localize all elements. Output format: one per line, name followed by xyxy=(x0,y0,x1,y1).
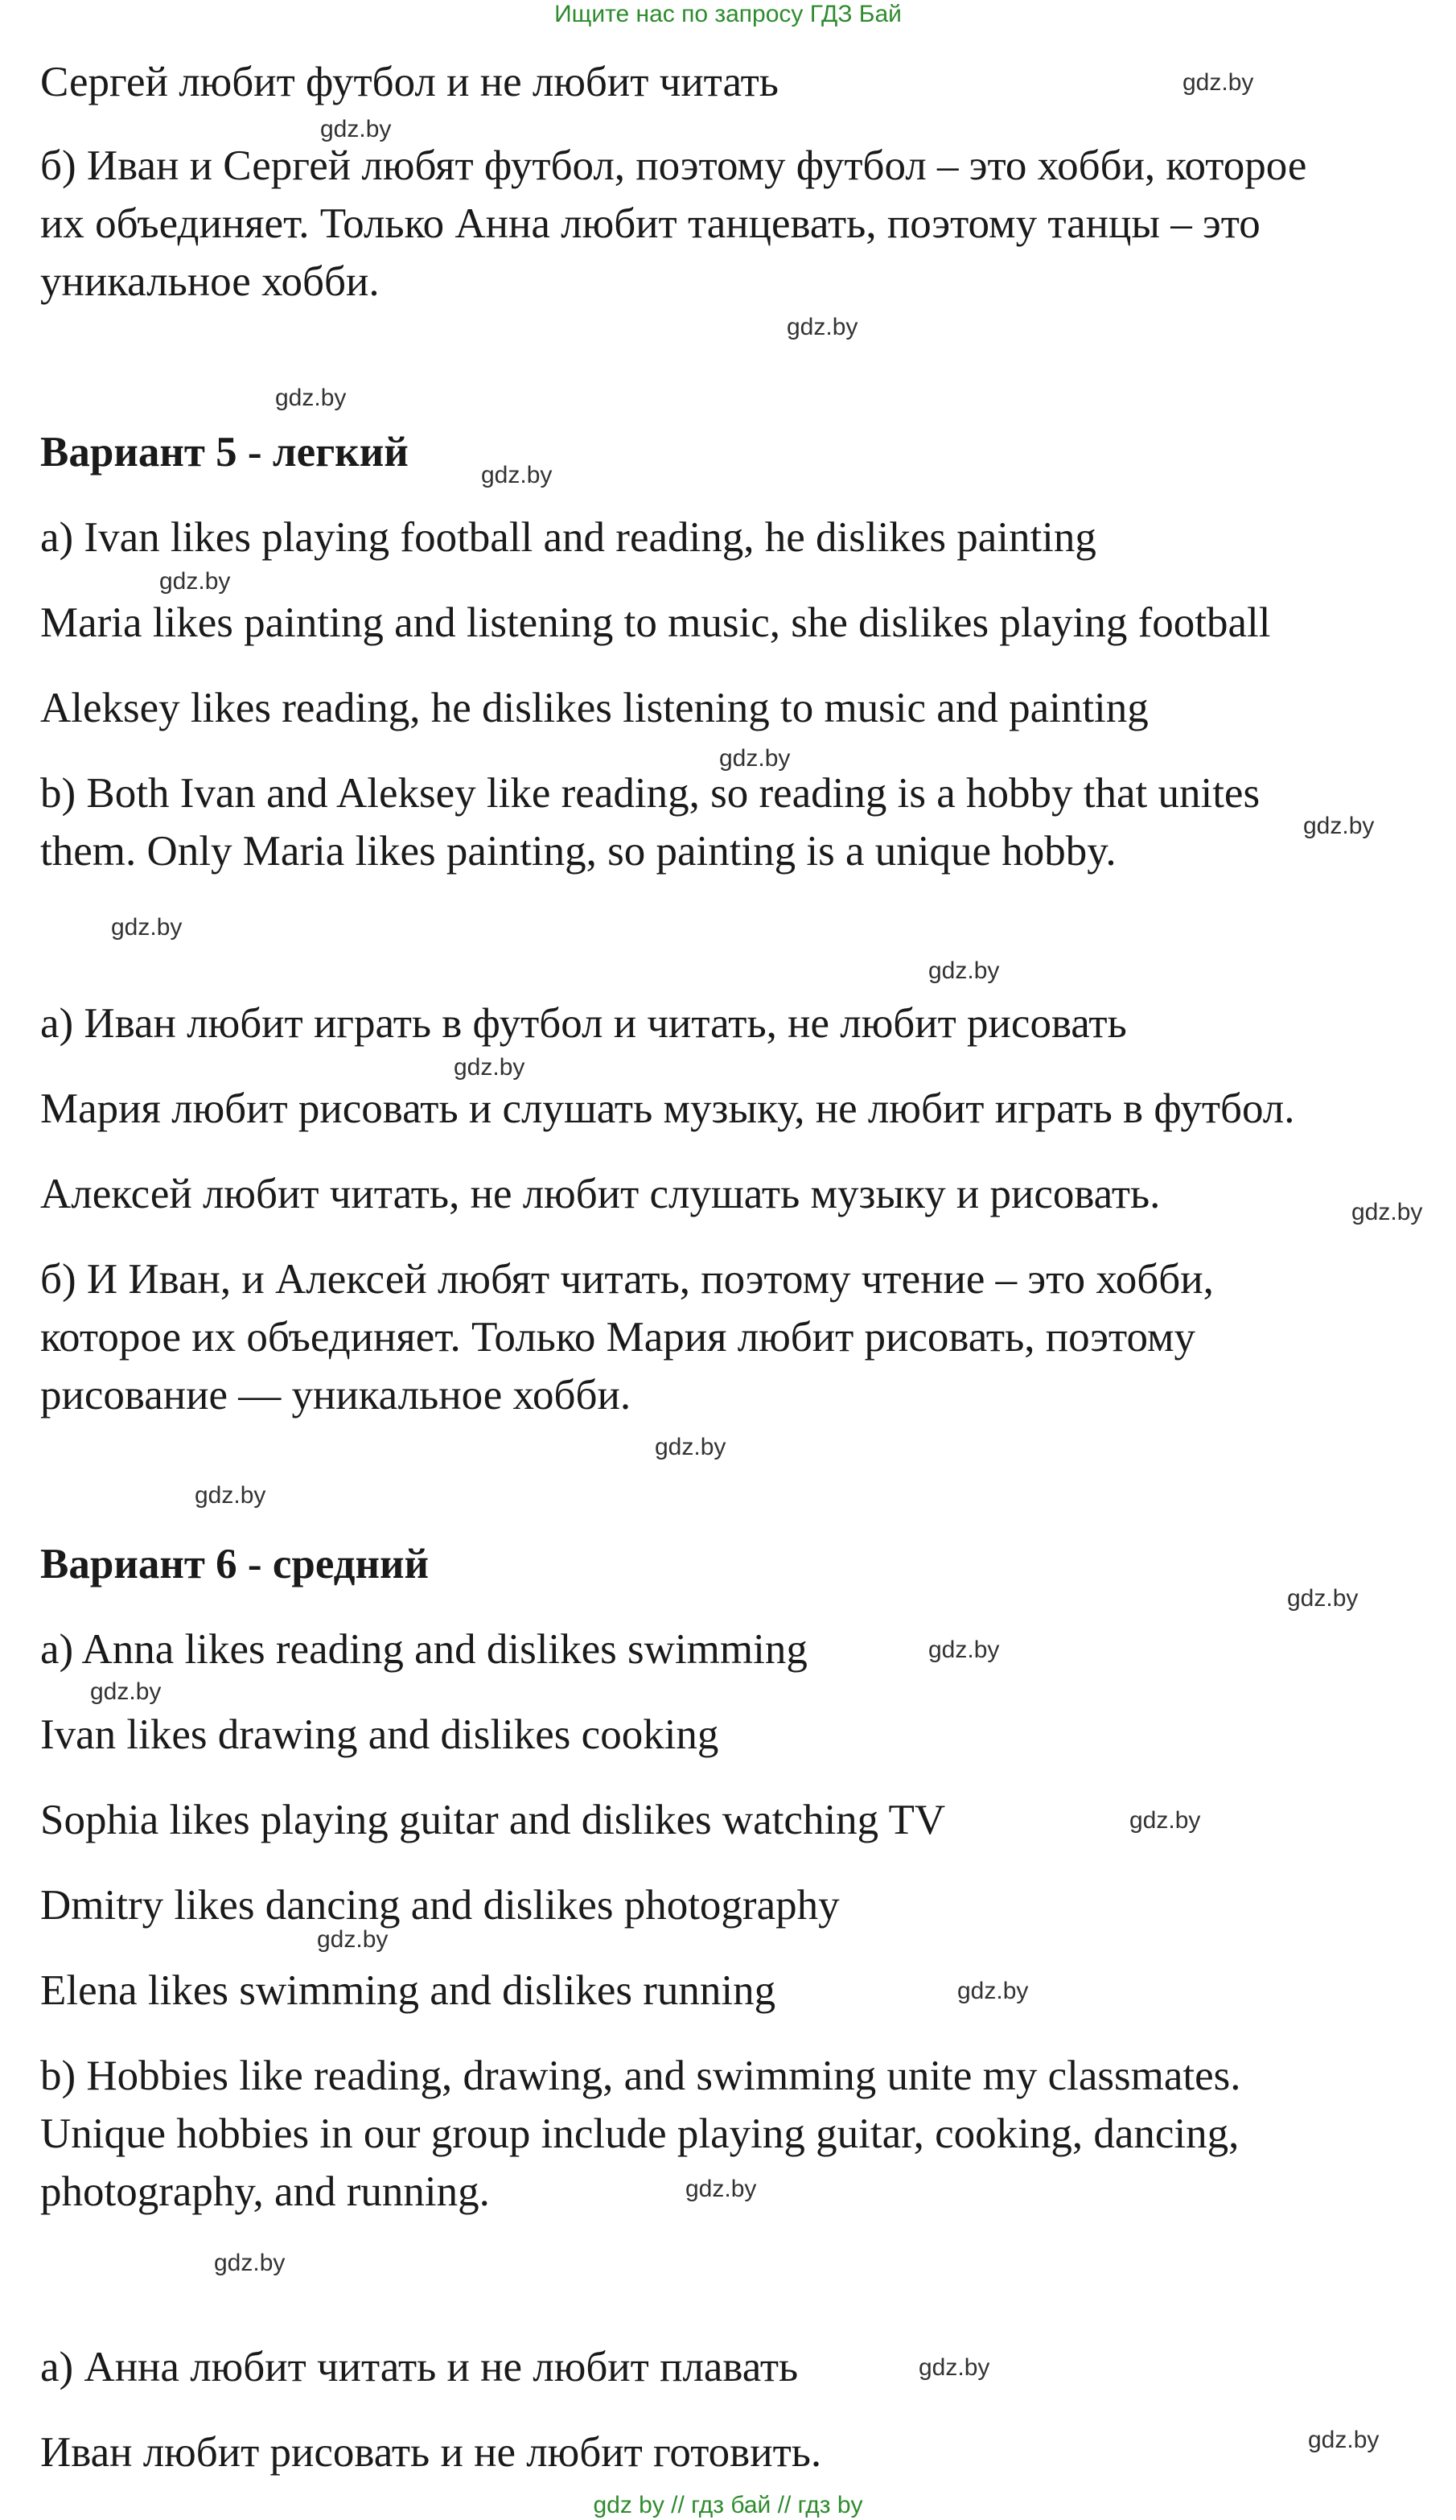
watermark: gdz.by xyxy=(919,2354,990,2381)
v5-en-b-line2: them. Only Maria likes painting, so painting is a unique hobby. xyxy=(40,828,1117,875)
watermark: gdz.by xyxy=(159,568,231,595)
text-line-b2: их объединяет. Только Анна любит танцевать, поэтому танцы – это xyxy=(40,200,1261,247)
v6-en-a-anna: a) Anna likes reading and dislikes swimming xyxy=(40,1626,808,1673)
watermark: gdz.by xyxy=(928,957,1000,984)
watermark: gdz.by xyxy=(928,1637,1000,1663)
variant6-heading: Вариант 6 - средний xyxy=(40,1541,430,1587)
v5-ru-a-ivan: а) Иван любит играть в футбол и читать, не любит рисовать xyxy=(40,1000,1127,1047)
v6-en-elena: Elena likes swimming and dislikes running xyxy=(40,1967,776,2014)
text-line-b3: уникальное хобби. xyxy=(40,258,380,305)
v6-ru-a-anna: а) Анна любит читать и не любит плавать xyxy=(40,2344,799,2390)
v6-ru-ivan: Иван любит рисовать и не любит готовить. xyxy=(40,2429,822,2476)
watermark: gdz.by xyxy=(195,1482,266,1509)
v5-ru-b-line2: которое их объединяет. Только Мария любит рисовать, поэтому xyxy=(40,1314,1195,1361)
v6-en-ivan: Ivan likes drawing and dislikes cooking xyxy=(40,1711,719,1758)
watermark: gdz.by xyxy=(1182,69,1254,96)
v6-en-dmitry: Dmitry likes dancing and dislikes photography xyxy=(40,1882,840,1929)
v6-en-b-line3: photography, and running. xyxy=(40,2168,490,2215)
watermark: gdz.by xyxy=(320,116,392,142)
v5-ru-b-line3: рисование — уникальное хобби. xyxy=(40,1372,631,1419)
top-banner[interactable]: Ищите нас по запросу ГДЗ Бай xyxy=(554,1,902,27)
v5-en-maria: Maria likes painting and listening to music, she dislikes playing football xyxy=(40,599,1271,646)
watermark: gdz.by xyxy=(1351,1199,1423,1225)
watermark: gdz.by xyxy=(719,745,791,772)
watermark: gdz.by xyxy=(275,385,347,411)
text-line-sergey: Сергей любит футбол и не любит читать xyxy=(40,59,779,105)
v5-ru-aleksey: Алексей любит читать, не любит слушать музыку и рисовать. xyxy=(40,1171,1161,1217)
v5-en-a-ivan: a) Ivan likes playing football and reading, he dislikes painting xyxy=(40,514,1096,561)
variant5-heading: Вариант 5 - легкий xyxy=(40,429,409,476)
watermark: gdz.by xyxy=(111,914,183,941)
v5-ru-maria: Мария любит рисовать и слушать музыку, не любит играть в футбол. xyxy=(40,1085,1295,1132)
text-line-b1: б) Иван и Сергей любят футбол, поэтому футбол – это хобби, которое xyxy=(40,142,1307,189)
v6-en-b-line2: Unique hobbies in our group include playing guitar, cooking, dancing, xyxy=(40,2110,1240,2157)
v5-en-b-line1: b) Both Ivan and Aleksey like reading, so reading is a hobby that unites xyxy=(40,770,1261,817)
watermark: gdz.by xyxy=(685,2176,757,2202)
watermark: gdz.by xyxy=(214,2250,286,2276)
watermark: gdz.by xyxy=(787,314,858,340)
watermark: gdz.by xyxy=(317,1926,389,1953)
watermark: gdz.by xyxy=(957,1978,1029,2004)
watermark: gdz.by xyxy=(1303,813,1375,839)
v5-ru-b-line1: б) И Иван, и Алексей любят читать, поэтому чтение – это хобби, xyxy=(40,1256,1214,1303)
v5-en-aleksey: Aleksey likes reading, he dislikes listening to music and painting xyxy=(40,685,1149,731)
watermark: gdz.by xyxy=(655,1434,726,1460)
watermark: gdz.by xyxy=(1287,1585,1359,1612)
watermark: gdz.by xyxy=(90,1678,162,1705)
v6-en-sophia: Sophia likes playing guitar and dislikes watching TV xyxy=(40,1797,946,1843)
footer-links[interactable]: gdz by // гдз бай // гдз by xyxy=(593,2492,863,2518)
v6-en-b-line1: b) Hobbies like reading, drawing, and swimming unite my classmates. xyxy=(40,2053,1241,2099)
watermark: gdz.by xyxy=(1308,2427,1380,2453)
watermark: gdz.by xyxy=(1129,1807,1201,1834)
watermark: gdz.by xyxy=(481,462,553,488)
watermark: gdz.by xyxy=(454,1054,525,1081)
